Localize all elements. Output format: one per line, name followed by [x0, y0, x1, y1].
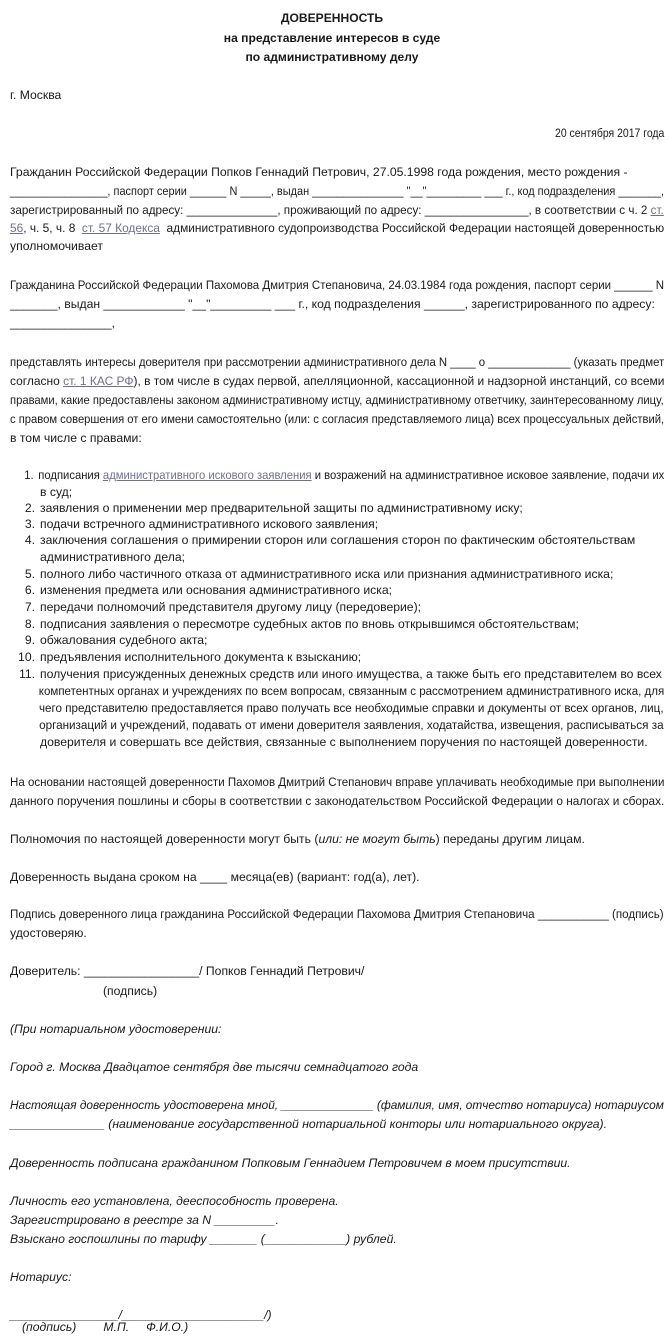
list-item: 2. заявления о применении мер предварительной защиты по административному иску; — [24, 501, 523, 515]
notary-city-date: Город г. Москва Двадцатое сентября две тысячи семнадцатого года — [10, 1060, 419, 1074]
list-item: 4. заключения соглашения о примирении сторон или соглашения сторон по фактическим обстоятельствам — [24, 533, 636, 547]
list-item: 7. передачи полномочий представителя другому лицу (передоверие); — [24, 600, 422, 614]
principal-line: зарегистрированный по адресу: ______________, проживающий по адресу: ________________, в соответствии с ч. 2 ст. — [10, 203, 664, 217]
list-item-continuation: чего представителю предоставляется право получать все необходимые справки и документы от всех органов, лиц, — [38, 701, 664, 715]
notary-duty-line: Взыскано госпошлины по тарифу _______ (____________) рублей. — [10, 1232, 397, 1246]
notary-certified-line: ______________ (наименование государственной нотариальной конторы или нотариального округа). — [10, 1117, 607, 1131]
principal-signature-line: Доверитель: _________________/ Попков Геннадий Петрович/ — [10, 964, 365, 978]
notary-label: Нотариус: — [10, 1270, 72, 1284]
powers-line: представлять интересы доверителя при рассмотрении административного дела N ____ о _____________ (указать предмет — [10, 355, 665, 369]
date: 20 сентября 2017 года — [555, 126, 665, 140]
fees-line: На основании настоящей доверенности Пахомов Дмитрий Степанович вправе уплачивать необходимые при выполнении — [10, 775, 665, 789]
powers-line: с правом совершения от его имени самостоятельно (или: с согласия представляемого лица) всех процессуальных действий, — [10, 412, 665, 426]
signature-attest-line: удостоверяю. — [10, 926, 87, 940]
powers-line: в том числе с правами: — [10, 431, 142, 445]
fees-line: данного поручения пошлины и сборы в соответствии с законодательством Российской Федерации о налогах и сборах. — [10, 794, 665, 808]
powers-line: согласно ст. 1 КАС РФ), в том числе в судах первой, апелляционной, кассационной и надзорной инстанций, со всеми — [10, 374, 665, 388]
list-item-continuation: в суд; — [40, 485, 73, 499]
notary-identity-line: Личность его установлена, дееспособность проверена. — [10, 1194, 339, 1208]
list-item-continuation: организаций и учреждений, подавать от имени доверителя заявления, ходатайства, извещения, расписываться за — [39, 718, 664, 732]
list-item: 1. подписания административного искового заявления и возражений на административное исковое заявление, подачи их — [24, 468, 665, 482]
notary-signed-line: Доверенность подписана гражданином Попковым Геннадием Петровичем в моем присутствии. — [10, 1156, 571, 1170]
list-item: 8. подписания заявления о пересмотре судебных актов по вновь открывшимся обстоятельствам; — [24, 617, 579, 631]
agent-line: _______________, — [10, 316, 116, 330]
agent-line: _______, выдан ____________ "__"_________ ___ г., код подразделения ______, зарегистрированного по адресу: — [10, 297, 655, 311]
term-line: Доверенность выдана сроком на ____ месяца(ев) (вариант: год(а), лет). — [10, 870, 420, 884]
notary-intro: (При нотариальном удостоверении: — [10, 1022, 222, 1036]
claim-link[interactable]: административного искового заявления — [102, 468, 312, 482]
notary-sign-caption: (подпись) М.П. Ф.И.О.) — [22, 1320, 189, 1334]
list-item: 10. предъявления исполнительного документа к взысканию; — [18, 650, 362, 664]
powers-line: правами, какие предоставлены законом административному истцу, административному ответчику, заинтересованному лицу, — [10, 393, 664, 407]
law-link[interactable]: ст. 57 Кодекса — [81, 221, 160, 235]
list-item-continuation: административного дела; — [40, 550, 186, 564]
list-item: 3. подачи встречного административного искового заявления; — [24, 517, 379, 531]
law-link[interactable]: 56 — [10, 221, 24, 235]
notary-certified-line: Настоящая доверенность удостоверена мной, ______________ (фамилия, имя, отчество нотариуса) нотариусом — [10, 1098, 664, 1112]
signature-caption: (подпись) — [103, 984, 158, 998]
list-item: 9. обжалования судебного акта; — [24, 633, 208, 647]
transfer-line: Полномочия по настоящей доверенности могут быть (или: не могут быть) переданы другим лицам. — [10, 832, 585, 846]
place: г. Москва — [10, 88, 62, 102]
list-item-continuation: компетентных органах и учреждениях по всем вопросам, связанным с рассмотрением административного иска, для — [38, 684, 665, 698]
notary-registry-line: Зарегистрировано в реестре за N _________. — [10, 1213, 279, 1227]
list-item-continuation: доверителя и совершать все действия, связанные с выполнением поручения по настоящей доверенности. — [40, 735, 648, 749]
law-link[interactable]: ст. 1 КАС РФ — [63, 374, 134, 388]
document-subtitle: по административному делу — [245, 50, 419, 64]
principal-line: ________________, паспорт серии ______ N _____, выдан _______________ "__"_________ ___ г., код подразделения _______, — [10, 184, 665, 198]
document-title: ДОВЕРЕННОСТЬ — [280, 11, 384, 25]
agent-line: Гражданина Российской Федерации Пахомова Дмитрия Степановича, 24.03.1984 года рождения, паспорт серии ______ N — [10, 278, 665, 292]
document-subtitle: на представление интересов в суде — [223, 31, 441, 45]
signature-attest-line: Подпись доверенного лица гражданина Российской Федерации Пахомова Дмитрия Степановича ___________ (подпись) — [10, 907, 664, 921]
law-link[interactable]: ст. — [650, 203, 664, 217]
principal-line: 56, ч. 5, ч. 8 ст. 57 Кодекса административного судопроизводства Российской Федерации настоящей доверенностью — [10, 221, 665, 235]
principal-line: Гражданин Российской Федерации Попков Геннадий Петрович, 27.05.1998 года рождения, место рождения - — [10, 165, 628, 179]
list-item: 11. получения присужденных денежных средств или иного имущества, а также быть его представителем во всех — [18, 667, 662, 681]
list-item: 5. полного либо частичного отказа от административного иска или признания административного иска; — [24, 567, 614, 581]
list-item: 6. изменения предмета или основания административного иска; — [24, 583, 393, 597]
principal-line: уполномочивает — [10, 239, 103, 253]
notary-sign-line: ________________/_____________________/) — [10, 1308, 272, 1322]
